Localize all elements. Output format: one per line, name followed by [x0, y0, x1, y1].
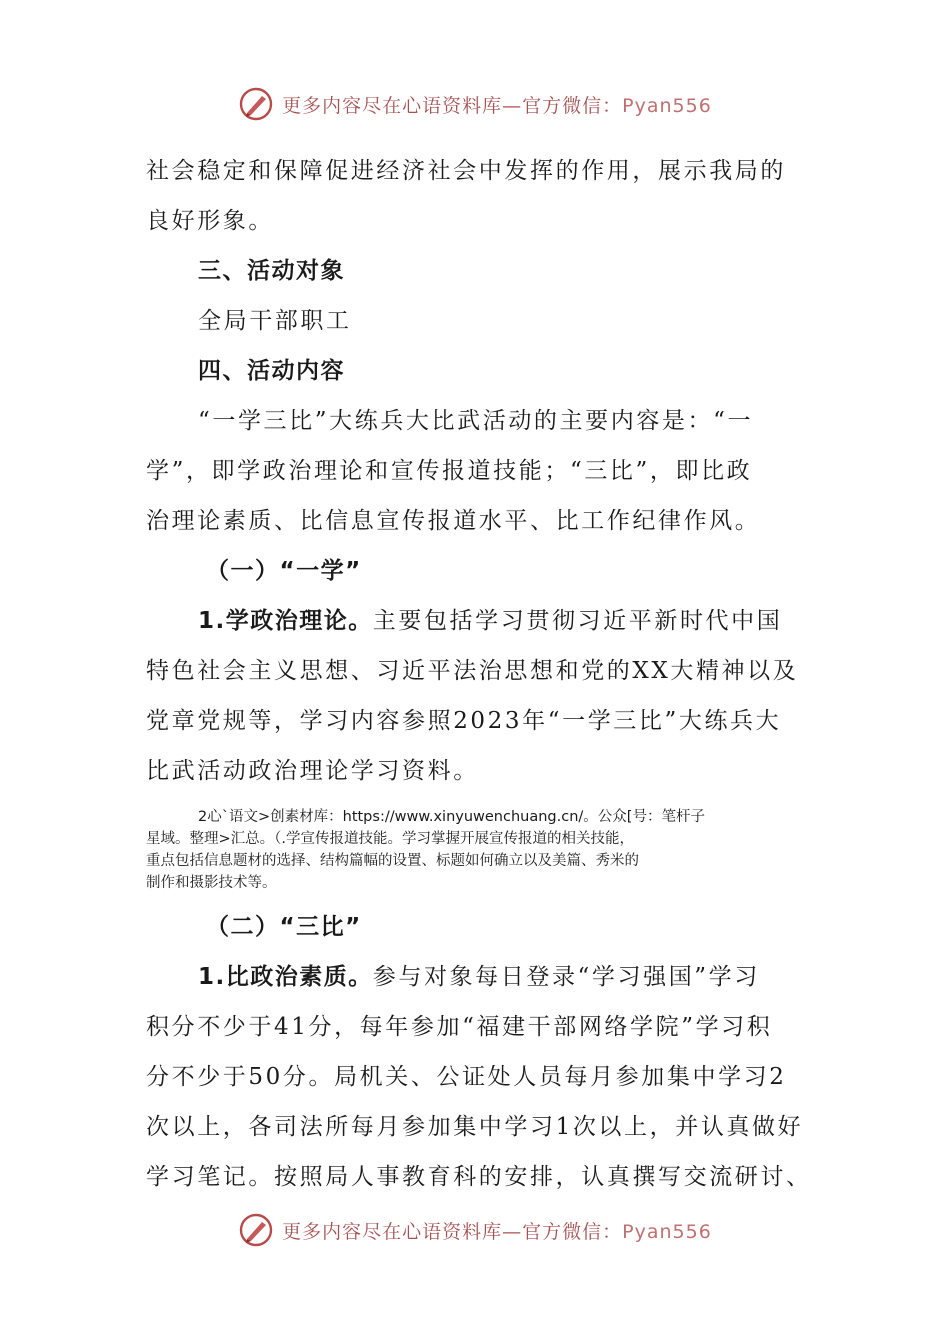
item-title: 1.学政治理论。: [198, 608, 373, 634]
paragraph-line: 学习笔记。按照局人事教育科的安排，认真撰写交流研讨、: [146, 1164, 812, 1190]
paragraph-line: 良好形象。: [146, 208, 274, 234]
paragraph-line: 1.比政治素质。参与对象每日登录“学习强国”学习: [198, 964, 760, 990]
paragraph-line: 1.学政治理论。主要包括学习贯彻习近平新时代中国: [198, 608, 783, 634]
subsection-heading: （一）“一学”: [206, 558, 362, 584]
section-heading: 四、活动内容: [198, 358, 345, 384]
paragraph-line: 学”，即学政治理论和宣传报道技能；“三比”，即比政: [146, 458, 753, 484]
paragraph-line: 特色社会主义思想、习近平法治思想和党的XX大精神以及: [146, 658, 799, 684]
header-banner: [0, 84, 950, 124]
small-text-line: 星域。整理>汇总。（.学宣传报道技能。学习掌握开展宣传报道的相关技能，: [146, 831, 635, 847]
footer-banner: [0, 1210, 950, 1250]
paragraph-line: 积分不少于41分，每年参加“福建干部网络学院”学习积: [146, 1014, 773, 1040]
section-heading: 三、活动对象: [198, 258, 345, 284]
pen-logo-icon: [238, 86, 274, 122]
paragraph-line: 比武活动政治理论学习资料。: [146, 758, 479, 784]
small-text-line: 2心`语文>创素材库：https://www.xinyuwenchuang.cn/。公众[号：笔杆子: [198, 809, 705, 825]
paragraph-line: 次以上，各司法所每月参加集中学习1次以上，并认真做好: [146, 1114, 804, 1140]
paragraph-line: 分不少于50分。局机关、公证处人员每月参加集中学习2: [146, 1064, 787, 1090]
pen-logo-icon: [238, 1212, 274, 1248]
document-body: [146, 146, 810, 1202]
small-text-line: 制作和摄影技术等。: [146, 875, 277, 891]
small-text-line: 重点包括信息题材的选择、结构篇幅的设置、标题如何确立以及美篇、秀米的: [146, 853, 639, 869]
banner-text: 更多内容尽在心语资料库—官方微信：Pyan556: [282, 1220, 712, 1243]
paragraph-line: 治理论素质、比信息宣传报道水平、比工作纪律作风。: [146, 508, 761, 534]
paragraph-line: 社会稳定和保障促进经济社会中发挥的作用，展示我局的: [146, 158, 786, 184]
paragraph-line: 党章党规等，学习内容参照2023年“一学三比”大练兵大: [146, 708, 782, 734]
subsection-heading: （二）“三比”: [206, 914, 362, 940]
banner-text: 更多内容尽在心语资料库—官方微信：Pyan556: [282, 94, 712, 117]
item-title: 1.比政治素质。: [198, 964, 373, 990]
paragraph-line: “一学三比”大练兵大比武活动的主要内容是：“一: [198, 408, 754, 434]
paragraph-line: 全局干部职工: [198, 308, 352, 334]
